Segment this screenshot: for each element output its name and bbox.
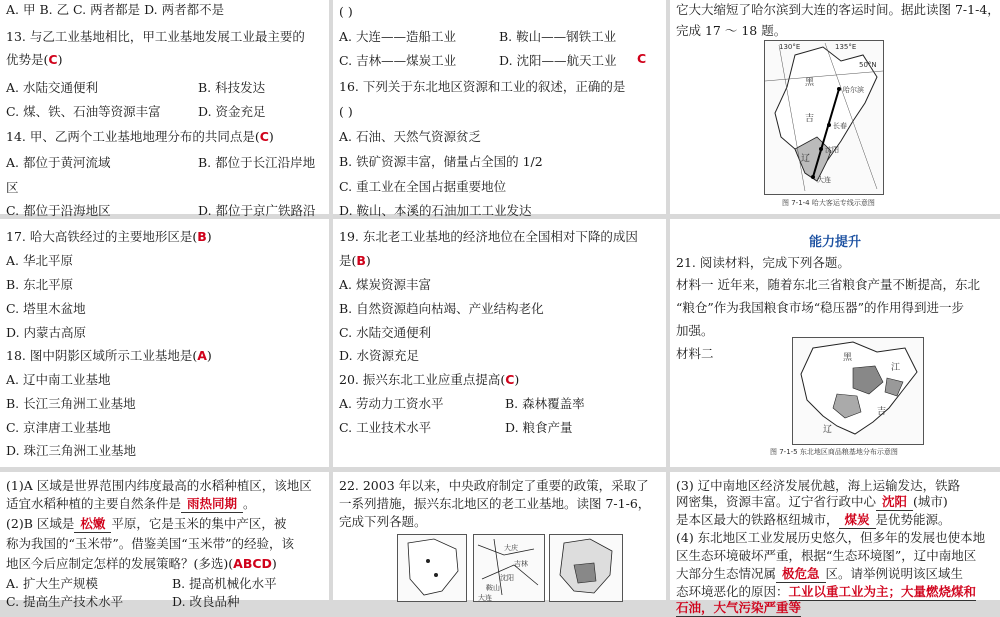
q21-4-stem-3: 大部分生态情况属 极危急 区。请举例说明该区域生	[676, 566, 964, 581]
map-label-50n: 50°N	[859, 61, 877, 69]
map-caption-7-1-4: 图 7-1-4 哈大客运专线示意图	[782, 199, 875, 207]
q22-stem-2: 一系列措施，振兴东北地区的老工业基地。读图 7-1-6，	[339, 496, 651, 511]
q13-option-b: B. 科技发达	[198, 80, 266, 95]
q21-2-stem: (2)B 区域是 松嫩 平原，它是玉米的集中产区，被	[6, 516, 287, 531]
q17-option-d: D. 内蒙古高原	[6, 325, 87, 340]
q14-option-b-cont: 区	[6, 180, 19, 195]
panel-q22	[333, 472, 666, 600]
q21-2-option-a: A. 扩大生产规模	[6, 576, 98, 591]
q21-2-answer: 松嫩	[74, 516, 111, 533]
panel-q21-answers	[0, 472, 329, 609]
material-2-label: 材料二	[676, 346, 714, 361]
panel-q17-18-intro	[670, 0, 1000, 214]
section-heading: 能力提升	[808, 235, 861, 250]
q19-option-a: A. 煤炭资源丰富	[339, 277, 431, 292]
q19-stem-end: 是(B)	[339, 253, 371, 268]
material-1-line-2: “粮仓”作为我国粮食市场“稳压器”的作用得到进一步	[676, 300, 965, 315]
map-label-hei: 黑	[805, 78, 815, 88]
q13-stem-end: 优势是(C)	[6, 52, 63, 67]
q20-answer: C	[505, 372, 515, 387]
q22-map-label-anshan: 鞍山	[486, 584, 500, 592]
q19-option-d: D. 水资源充足	[339, 348, 420, 363]
q14-option-d: D. 都位于京广铁路沿	[198, 203, 316, 218]
grain-map-label-ji: 吉	[877, 407, 887, 417]
q21-1-answer-line: 适宜水稻种植的主要自然条件是 雨热同期 。	[6, 496, 256, 511]
q19-option-c: C. 水陆交通便利	[339, 325, 432, 340]
q19-stem: 19. 东北老工业基地的经济地位在全国相对下降的成因	[339, 229, 638, 244]
q14-answer: C	[259, 129, 269, 144]
q20-option-d: D. 粮食产量	[505, 420, 573, 435]
panel-q21-3-4	[670, 472, 1000, 615]
material-1-line-3: 加强。	[676, 323, 714, 338]
q16-option-c: C. 重工业在全国占据重要地位	[339, 179, 507, 194]
map-label-ji: 吉	[805, 114, 815, 124]
q21-2-option-c: C. 提高生产技术水平	[6, 594, 124, 609]
q13-option-d: D. 资金充足	[198, 104, 266, 119]
q16-option-a: A. 石油、天然气资源贫乏	[339, 129, 481, 144]
q20-option-b: B. 森林覆盖率	[505, 396, 585, 411]
q21-4-stem: (4) 东北地区工业发展历史悠久，但多年的发展也使本地	[676, 530, 986, 545]
q22-stem-3: 完成下列各题。	[339, 514, 427, 529]
q13-option-c: C. 煤、铁、石油等资源丰富	[6, 104, 161, 119]
map-label-dalian: 大连	[817, 176, 831, 184]
intro-line-2: 完成 17 ～ 18 题。	[676, 23, 787, 38]
q21-2-option-d: D. 改良品种	[172, 594, 240, 609]
q13-answer: C	[48, 52, 58, 67]
q15-answer: C	[637, 51, 647, 66]
q21-4-stem-2: 区生态环境破坏严重，根据“生态环境图”，辽中南地区	[676, 548, 977, 563]
q16-paren: ( )	[339, 104, 353, 119]
q22-map-label-dalian: 大连	[478, 594, 492, 602]
q21-1-stem: (1)A 区域是世界范围内纬度最高的水稻种植区，该地区	[6, 478, 312, 493]
q15-option-c: C. 吉林——煤炭工业	[339, 53, 457, 68]
panel-q17-18	[0, 219, 329, 467]
panel-q19-20	[333, 219, 666, 467]
panel-q21	[670, 219, 1000, 467]
q15-paren: ( )	[339, 4, 353, 19]
q21-4-answer-reason-2: 石油，大气污染严重等	[676, 600, 802, 615]
q15-option-d: D. 沈阳——航天工业	[499, 53, 617, 68]
q18-option-c: C. 京津唐工业基地	[6, 420, 111, 435]
grain-base-map	[792, 337, 924, 445]
q22-map-label-shenyang: 沈阳	[500, 574, 514, 582]
q13-stem: 13. 与乙工业基地相比，甲工业基地发展工业最主要的	[6, 29, 305, 44]
q21-4-stem-4: 态环境恶化的原因：工业以重工业为主；大量燃烧煤和	[676, 584, 977, 599]
q21-2-option-b: B. 提高机械化水平	[172, 576, 277, 591]
q14-option-b: B. 都位于长江沿岸地	[198, 155, 316, 170]
q22-map-1	[397, 534, 467, 602]
q22-map-label-daqing: 大庆	[504, 544, 518, 552]
q20-option-c: C. 工业技术水平	[339, 420, 432, 435]
q14-option-a: A. 都位于黄河流域	[6, 155, 111, 170]
map-label-liao: 辽	[801, 154, 811, 164]
q13-option-a: A. 水陆交通便利	[6, 80, 98, 95]
q19-option-b: B. 自然资源趋向枯竭、产业结构老化	[339, 301, 544, 316]
map-label-harbin: 哈尔滨	[843, 86, 864, 94]
q14-stem: 14. 甲、乙两个工业基地地理分布的共同点是(C)	[6, 129, 274, 144]
q21-2-stem-2: 称为我国的“玉米带”。借鉴美国“玉米带”的经验，该	[6, 536, 295, 551]
q21-3-answer-city: 沈阳	[876, 494, 913, 511]
q22-map-2	[473, 534, 545, 602]
q17-option-b: B. 东北平原	[6, 277, 74, 292]
q12-options: A. 甲 B. 乙 C. 两者都是 D. 两者都不是	[6, 2, 225, 17]
q14-option-c: C. 都位于沿海地区	[6, 203, 111, 218]
q20-option-a: A. 劳动力工资水平	[339, 396, 444, 411]
map-label-changchun: 长春	[833, 122, 847, 130]
grain-map-graphic	[793, 338, 923, 444]
q21-3-answer-energy: 煤炭	[839, 512, 876, 529]
intro-line-1: 它大大缩短了哈尔滨到大连的客运时间。据此读图 7-1-4，	[676, 2, 1000, 17]
map-label-130e: 130°E	[779, 43, 801, 51]
q21-1-answer: 雨热同期	[181, 496, 243, 513]
q21-4-answer-reason: 工业以重工业为主；大量燃烧煤和	[788, 584, 977, 599]
grain-map-label-jiang: 江	[891, 363, 901, 373]
map-label-shenyang: 沈阳	[825, 146, 839, 154]
panel-q15-16	[333, 0, 666, 218]
panel-q12-14	[0, 0, 329, 218]
q21-4-answer-level: 极危急	[776, 566, 826, 583]
q17-option-a: A. 华北平原	[6, 253, 73, 268]
q21-3-stem-2: 网密集，资源丰富。辽宁省行政中心 沈阳 (城市)	[676, 494, 948, 509]
q15-option-a: A. 大连——造船工业	[339, 29, 456, 44]
q17-option-c: C. 塔里木盆地	[6, 301, 86, 316]
q18-option-d: D. 珠江三角洲工业基地	[6, 443, 137, 458]
grain-map-label-hei: 黑	[843, 353, 853, 363]
q16-option-b: B. 铁矿资源丰富，储量占全国的 1/2	[339, 154, 543, 169]
q18-stem: 18. 图中阴影区域所示工业基地是(A)	[6, 348, 212, 363]
q18-option-b: B. 长江三角洲工业基地	[6, 396, 136, 411]
q18-option-a: A. 辽中南工业基地	[6, 372, 111, 387]
q22-map-3	[549, 534, 623, 602]
q21-2-stem-3: 地区今后应制定怎样的发展策略？(多选)(ABCD)	[6, 556, 277, 571]
grain-map-label-liao: 辽	[823, 425, 833, 435]
q18-answer: A	[197, 348, 207, 363]
q16-stem: 16. 下列关于东北地区资源和工业的叙述，正确的是	[339, 79, 626, 94]
map-caption-7-1-5: 图 7-1-5 东北地区商品粮基地分布示意图	[770, 448, 898, 456]
q17-stem: 17. 哈大高铁经过的主要地形区是(B)	[6, 229, 212, 244]
q15-option-b: B. 鞍山——钢铁工业	[499, 29, 617, 44]
q21-stem: 21. 阅读材料，完成下列各题。	[676, 255, 850, 270]
hada-railway-map	[764, 40, 884, 195]
q19-answer: B	[356, 253, 366, 268]
q22-map-label-jilin: 吉林	[514, 560, 528, 568]
q22-stem-1: 22. 2003 年以来，中央政府制定了重要的政策，采取了	[339, 478, 649, 493]
q21-3-stem: (3) 辽中南地区经济发展优越，海上运输发达，铁路	[676, 478, 961, 493]
q21-3-stem-3: 是本区最大的铁路枢纽城市， 煤炭 是优势能源。	[676, 512, 951, 527]
map-label-135e: 135°E	[835, 43, 857, 51]
q20-stem: 20. 振兴东北工业应重点提高(C)	[339, 372, 520, 387]
q21-2-multi-answer: ABCD	[233, 556, 272, 571]
q16-option-d: D. 鞍山、本溪的石油加工工业发达	[339, 203, 532, 218]
q17-answer: B	[197, 229, 207, 244]
material-1-line-1: 材料一 近年来，随着东北三省粮食产量不断提高，东北	[676, 277, 980, 292]
